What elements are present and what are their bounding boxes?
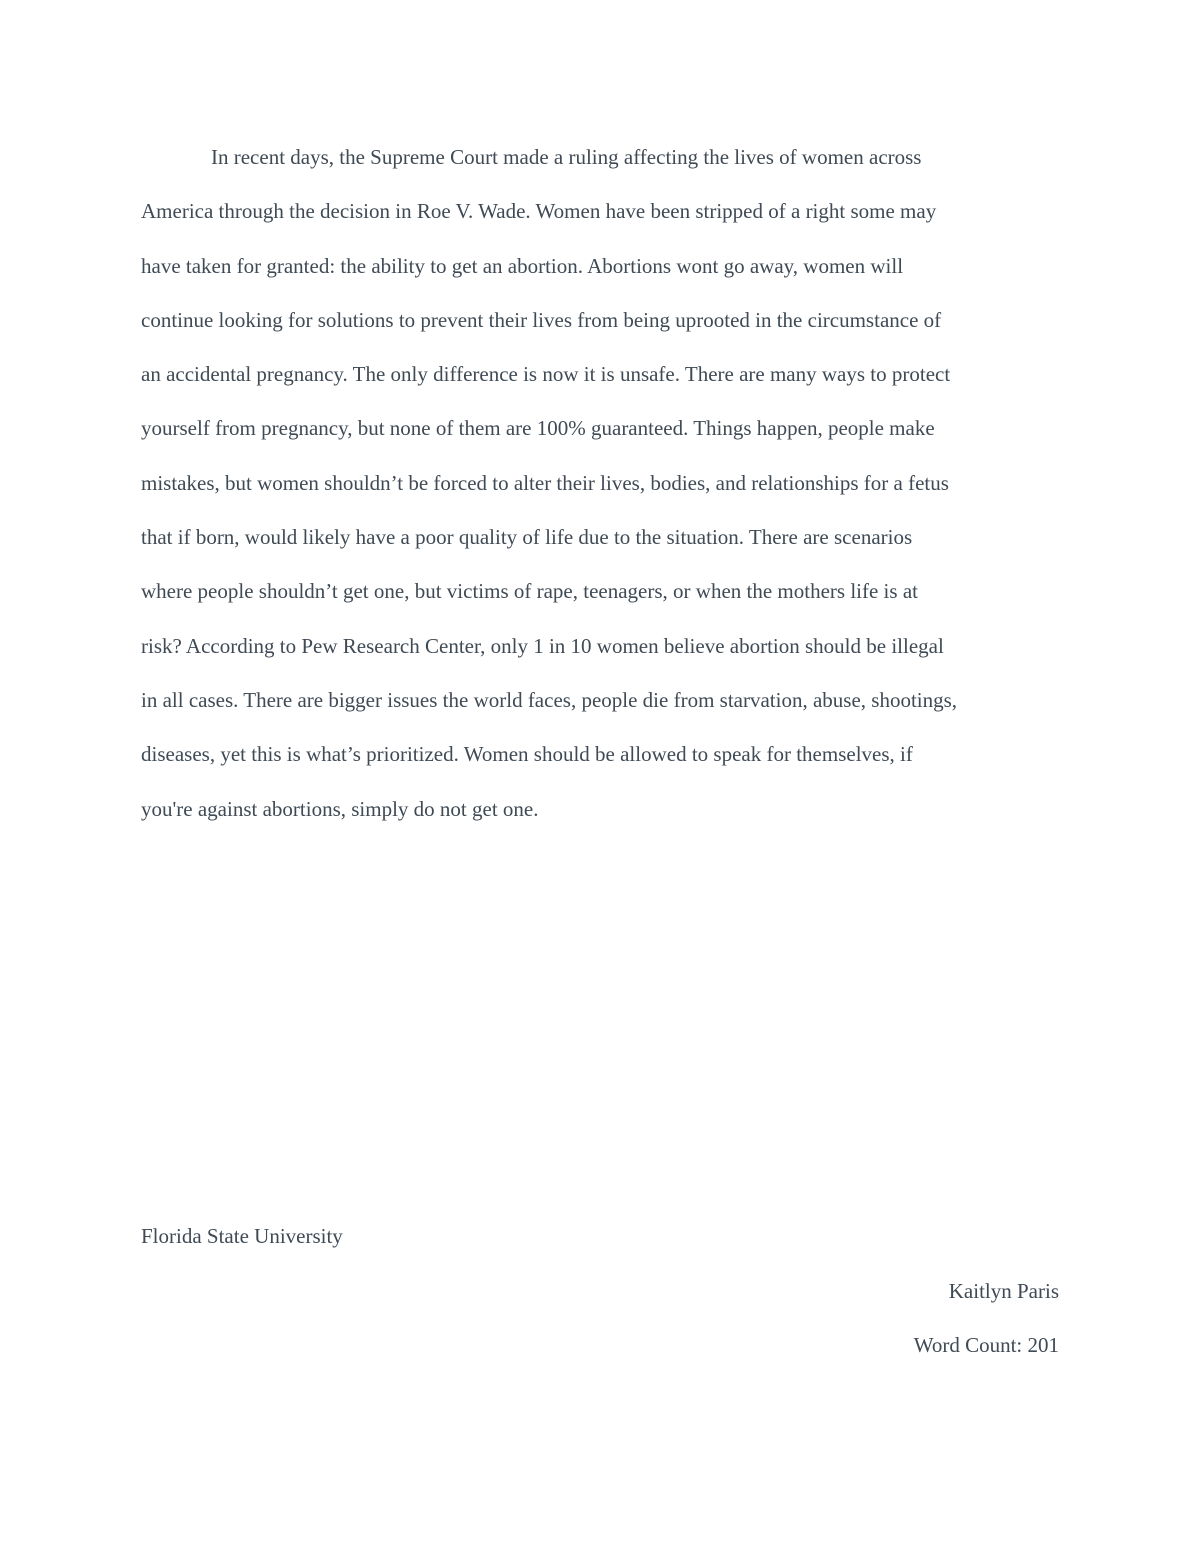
paragraph-line: yourself from pregnancy, but none of them are 100% guaranteed. Things happen, people make bbox=[141, 416, 935, 441]
word-count: Word Count: 201 bbox=[913, 1333, 1059, 1357]
paragraph-line: continue looking for solutions to prevent their lives from being uprooted in the circumstance of bbox=[141, 307, 942, 332]
paragraph-line: In recent days, the Supreme Court made a ruling affecting the lives of women across bbox=[211, 145, 922, 169]
paragraph-line: in all cases. There are bigger issues the world faces, people die from starvation, abuse, shootings, bbox=[141, 687, 958, 712]
paragraph-line: that if born, would likely have a poor quality of life due to the situation. There are scenarios bbox=[141, 525, 913, 550]
paragraph-line: an accidental pregnancy. The only difference is now it is unsafe. There are many ways to protect bbox=[141, 362, 951, 387]
institution-name: Florida State University bbox=[141, 1224, 343, 1248]
paragraph-line: mistakes, but women shouldn’t be forced to alter their lives, bodies, and relationships for a fetus bbox=[141, 470, 949, 495]
paragraph-line: where people shouldn’t get one, but victims of rape, teenagers, or when the mothers life is at bbox=[141, 579, 918, 604]
paragraph-line: you're against abortions, simply do not get one. bbox=[141, 796, 539, 821]
essay-paragraph bbox=[141, 130, 1061, 836]
paragraph-line: America through the decision in Roe V. Wade. Women have been stripped of a right some may bbox=[141, 199, 937, 224]
paragraph-line: have taken for granted: the ability to get an abortion. Abortions wont go away, women will bbox=[141, 253, 904, 278]
author-name: Kaitlyn Paris bbox=[948, 1279, 1059, 1303]
paragraph-line: risk? According to Pew Research Center, only 1 in 10 women believe abortion should be illegal bbox=[141, 633, 944, 658]
paragraph-line: diseases, yet this is what’s prioritized. Women should be allowed to speak for themselves, if bbox=[141, 742, 913, 767]
